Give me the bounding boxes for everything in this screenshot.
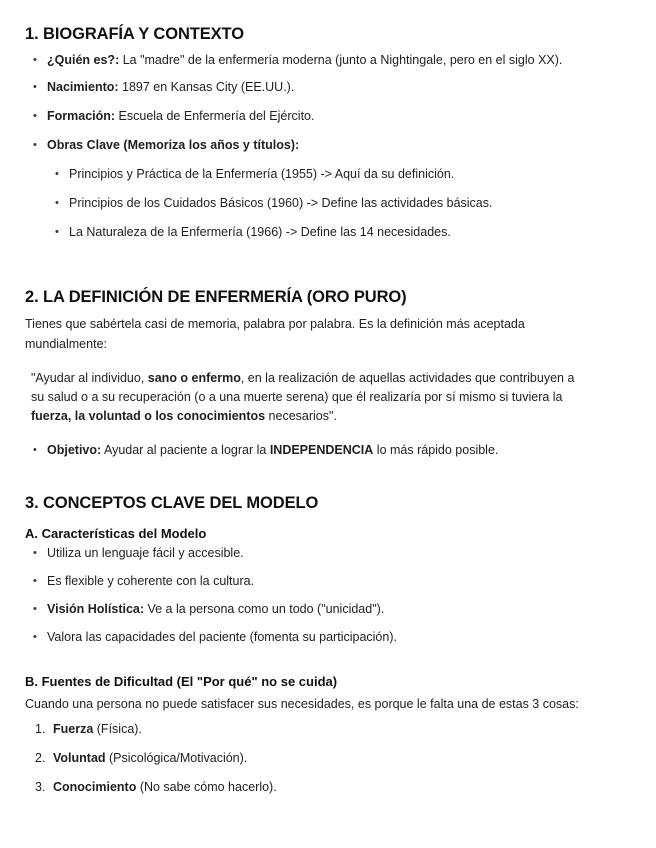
item-label: Fuerza <box>53 722 94 736</box>
item-text: Valora las capacidades del paciente (fomenta su participación). <box>47 630 397 644</box>
item-number: 2. <box>35 751 46 765</box>
item-text: (Física). <box>93 722 142 736</box>
list-item <box>25 777 625 797</box>
list-item <box>25 719 625 739</box>
item-label: Conocimiento <box>53 780 137 794</box>
quote-emphasis: fuerza, la voluntad o los conocimientos <box>31 409 266 423</box>
list-item <box>25 50 625 70</box>
item-text: (No sabe cómo hacerlo). <box>136 780 277 794</box>
item-label: Nacimiento: <box>47 80 119 94</box>
document-page <box>25 22 625 794</box>
list-item <box>25 627 625 647</box>
biografia-list <box>25 50 625 242</box>
item-text: lo más rápido posible. <box>373 443 499 457</box>
item-label: Objetivo: <box>47 443 102 457</box>
list-item <box>25 77 625 97</box>
item-text: Es flexible y coherente con la cultura. <box>47 574 255 588</box>
caracteristicas-block <box>25 526 625 647</box>
item-text: Ayudar al paciente a lograr la <box>101 443 270 457</box>
item-label: Visión Holística: <box>47 602 145 616</box>
item-text: Ve a la persona como un todo ("unicidad"). <box>144 602 385 616</box>
definicion-quote <box>25 369 576 426</box>
fuentes-block <box>25 674 625 797</box>
quote-text: necesarios". <box>265 409 337 423</box>
objetivo-item <box>25 440 625 460</box>
work-item: • Principios de los Cuidados Básicos (1960) -> Define las actividades básicas. <box>25 193 625 213</box>
list-item <box>25 571 625 591</box>
item-label: ¿Quién es?: <box>47 53 120 67</box>
quote-text: "Ayudar al individuo, <box>31 371 148 385</box>
item-emphasis: INDEPENDENCIA <box>269 443 374 457</box>
fuentes-intro: Cuando una persona no puede satisfacer sus necesidades, es porque le falta una de estas 3 cosas: <box>25 697 579 711</box>
item-text: 1897 en Kansas City (EE.UU.). <box>118 80 295 94</box>
item-number: 1. <box>35 722 46 736</box>
work-item: • La Naturaleza de la Enfermería (1966) -> Define las 14 necesidades. <box>25 222 625 242</box>
item-label: Formación: <box>47 109 116 123</box>
section-title-conceptos: 3. CONCEPTOS CLAVE DEL MODELO <box>25 494 319 512</box>
item-number: 3. <box>35 780 46 794</box>
list-item <box>25 543 625 563</box>
list-item <box>25 599 625 619</box>
item-text: (Psicológica/Motivación). <box>105 751 248 765</box>
definicion-intro: Tienes que sabértela casi de memoria, palabra por palabra. Es la definición más aceptada mundialmente: <box>25 317 525 351</box>
quote-emphasis: sano o enfermo <box>147 371 241 385</box>
work-item: • Principios y Práctica de la Enfermería (1955) -> Aquí da su definición. <box>25 164 625 184</box>
item-text: Escuela de Enfermería del Ejército. <box>115 109 315 123</box>
quote-text: , en la realización de aquellas actividades que contribuyen a su salud o a su recuperación (o a una muerte serena) que él realizaría por sí mismo si tuviera la <box>31 371 575 404</box>
list-item <box>25 748 625 768</box>
item-text: Utiliza un lenguaje fácil y accesible. <box>47 546 244 560</box>
subsection-title-fuentes: B. Fuentes de Dificultad (El "Por qué" no se cuida) <box>25 674 338 689</box>
list-item <box>25 106 625 126</box>
item-text: La "madre" de la enfermería moderna (junto a Nightingale, pero en el siglo XX). <box>119 53 563 67</box>
subsection-title-caracteristicas: A. Características del Modelo <box>25 526 207 541</box>
definicion-block <box>25 314 625 460</box>
item-label: Voluntad <box>53 751 106 765</box>
list-item <box>25 135 625 155</box>
section-title-biografia: 1. BIOGRAFÍA Y CONTEXTO <box>25 25 244 43</box>
item-label: Obras Clave (Memoriza los años y títulos): <box>47 138 300 152</box>
section-title-definicion: 2. LA DEFINICIÓN DE ENFERMERÍA (ORO PURO) <box>25 288 407 306</box>
